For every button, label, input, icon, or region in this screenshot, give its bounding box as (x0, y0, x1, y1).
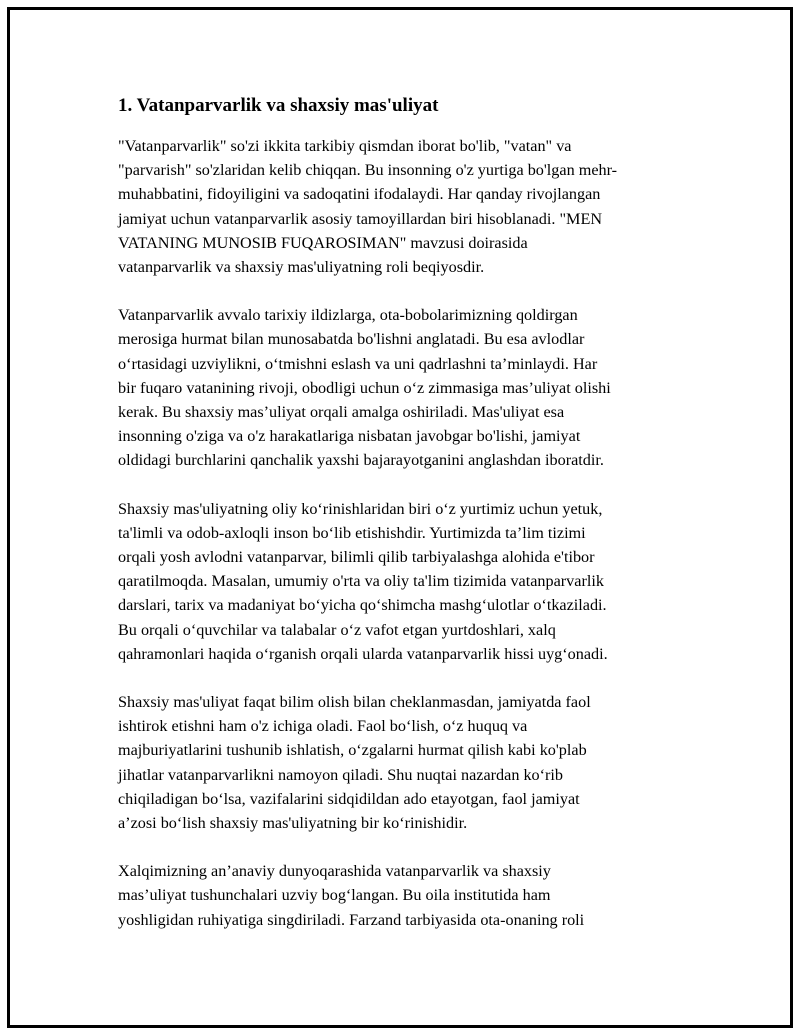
text-line: VATANING MUNOSIB FUQAROSIMAN" mavzusi doirasida (118, 233, 528, 252)
paragraph-4 (118, 690, 690, 835)
text-line: chiqiladigan bo‘lsa, vazifalarini sidqidildan ado etayotgan, faol jamiyat (118, 789, 580, 808)
text-line: mas’uliyat tushunchalari uzviy bog‘langan. Bu oila institutida ham (118, 886, 551, 905)
text-line: insonning o'ziga va o'z harakatlariga nisbatan javobgar bo'lishi, jamiyat (118, 427, 581, 446)
text-line: "Vatanparvarlik" so'zi ikkita tarkibiy qismdan iborat bo'lib, "vatan" va (118, 137, 572, 155)
text-line: Xalqimizning an’anaviy dunyoqarashida vatanparvarlik va shaxsiy (118, 862, 551, 881)
text-line: Shaxsiy mas'uliyat faqat bilim olish bilan cheklanmasdan, jamiyatda faol (118, 693, 591, 712)
text-line: yoshligidan ruhiyatiga singdiriladi. Farzand tarbiyasida ota-onaning roli (118, 910, 585, 929)
text-line: muhabbatini, fidoyiligini va sadoqatini ifodalaydi. Har qanday rivojlangan (118, 185, 601, 204)
text-line: Bu orqali o‘quvchilar va talabalar o‘z vafot etgan yurtdoshlari, xalq (118, 620, 556, 639)
text-line: merosiga hurmat bilan munosabatda bo'lishni anglatadi. Bu esa avlodlar (118, 330, 585, 349)
text-line: a’zosi bo‘lish shaxsiy mas'uliyatning bir ko‘rinishidir. (118, 814, 468, 833)
text-line: ta'limli va odob-axloqli inson bo‘lib etishishdir. Yurtimizda ta’lim tizimi (118, 523, 586, 542)
text-line: jihatlar vatanparvarlikni namoyon qiladi. Shu nuqtai nazardan ko‘rib (118, 765, 564, 784)
text-line: kerak. Bu shaxsiy mas’uliyat orqali amalga oshiriladi. Mas'uliyat esa (118, 403, 565, 422)
text-line: Vatanparvarlik avvalo tarixiy ildizlarga, ota-bobolarimizning qoldirgan (118, 306, 578, 325)
text-line: vatanparvarlik va shaxsiy mas'uliyatning roli beqiyosdir. (118, 258, 485, 277)
text-line: Shaxsiy mas'uliyatning oliy ko‘rinishlaridan biri o‘z yurtimiz uchun yetuk, (118, 499, 603, 518)
text-line: o‘rtasidagi uzviylikni, o‘tmishni eslash va uni qadrlashni ta’minlaydi. Har (118, 354, 598, 373)
text-line: majburiyatlarini tushunib ishlatish, o‘zgalarni hurmat qilish kabi ko'plab (118, 741, 587, 760)
section-heading: 1. Vatanparvarlik va shaxsiy mas'uliyat (118, 95, 439, 116)
text-line: orqali yosh avlodni vatanparvar, bilimli qilib tarbiyalashga alohida e'tibor (118, 548, 595, 567)
text-line: qaratilmoqda. Masalan, umumiy o'rta va oliy ta'lim tizimida vatanparvarlik (118, 572, 604, 591)
paragraph-3 (118, 497, 690, 666)
text-line: qahramonlari haqida o‘rganish orqali ularda vatanparvarlik hissi uyg‘onadi. (118, 644, 608, 663)
paragraph-5 (118, 859, 690, 932)
text-line: bir fuqaro vatanining rivoji, obodligi uchun o‘z zimmasiga mas’uliyat olishi (118, 378, 611, 397)
text-line: oldidagi burchlarini qanchalik yaxshi bajarayotganini anglashdan iboratdir. (118, 451, 604, 470)
document-body (118, 94, 690, 956)
paragraph-2 (118, 303, 690, 472)
text-line: ishtirok etishni ham o'z ichiga oladi. Faol bo‘lish, o‘z huquq va (118, 717, 528, 736)
text-line: "parvarish" so'zlaridan kelib chiqqan. Bu insonning o'z yurtiga bo'lgan mehr- (118, 161, 618, 180)
text-line: jamiyat uchun vatanparvarlik asosiy tamoyillardan biri hisoblanadi. "MEN (118, 209, 603, 228)
text-line: darslari, tarix va madaniyat bo‘yicha qo‘shimcha mashg‘ulotlar o‘tkaziladi. (118, 596, 607, 615)
paragraph-1 (118, 134, 690, 279)
